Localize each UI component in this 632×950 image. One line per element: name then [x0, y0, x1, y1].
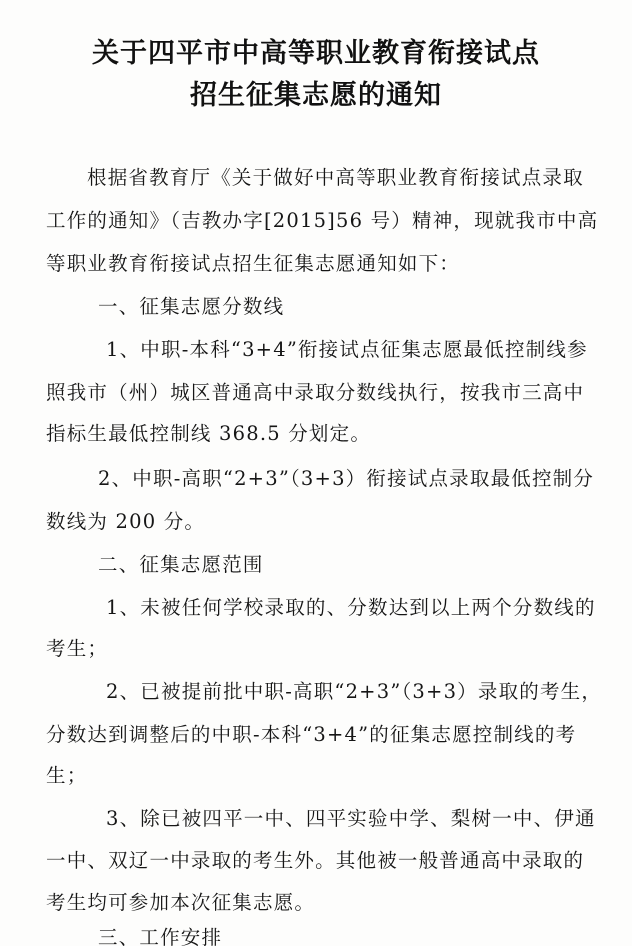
section-3-heading: 三、工作安排: [98, 926, 223, 949]
section-1-item-2-line-2: 数线为 200 分。: [46, 510, 206, 533]
intro-line-2: 工作的通知》（吉教办字[2015]56 号）精神，现就我市中高: [46, 209, 599, 232]
section-2-item-3-line-3: 考生均可参加本次征集志愿。: [46, 891, 316, 914]
section-1-item-1-line-3: 指标生最低控制线 368.5 分划定。: [46, 422, 372, 445]
document-title-line-2: 招生征集志愿的通知: [190, 80, 442, 111]
intro-line-1: 根据省教育厅《关于做好中高等职业教育衔接试点录取: [87, 166, 584, 189]
section-2-item-2-line-3: 生；: [46, 764, 88, 787]
intro-line-3: 等职业教育衔接试点招生征集志愿通知如下：: [46, 252, 461, 275]
section-2-item-2-line-2: 分数达到调整后的中职-本科“3+4”的征集志愿控制线的考: [46, 723, 577, 746]
section-1-item-1-line-1: 1、中职-本科“3+4”衔接试点征集志愿最低控制线参: [106, 338, 588, 361]
section-2-item-2-line-1: 2、已被提前批中职-高职“2+3”（3+3）录取的考生，: [106, 680, 603, 703]
section-1-heading: 一、征集志愿分数线: [98, 295, 285, 318]
document-title-line-1: 关于四平市中高等职业教育衔接试点: [92, 38, 540, 69]
section-1-item-1-line-2: 照我市（州）城区普通高中录取分数线执行，按我市三高中: [46, 381, 585, 404]
section-1-item-2-line-1: 2、中职-高职“2+3”（3+3）衔接试点录取最低控制分: [98, 467, 595, 490]
section-2-item-1-line-2: 考生；: [46, 637, 109, 660]
section-2-item-1-line-1: 1、未被任何学校录取的、分数达到以上两个分数线的: [106, 596, 596, 619]
section-2-heading: 二、征集志愿范围: [98, 553, 264, 576]
section-2-item-3-line-2: 一中、双辽一中录取的考生外。其他被一般普通高中录取的: [46, 849, 585, 872]
section-2-item-3-line-1: 3、除已被四平一中、四平实验中学、梨树一中、伊通: [106, 807, 596, 830]
